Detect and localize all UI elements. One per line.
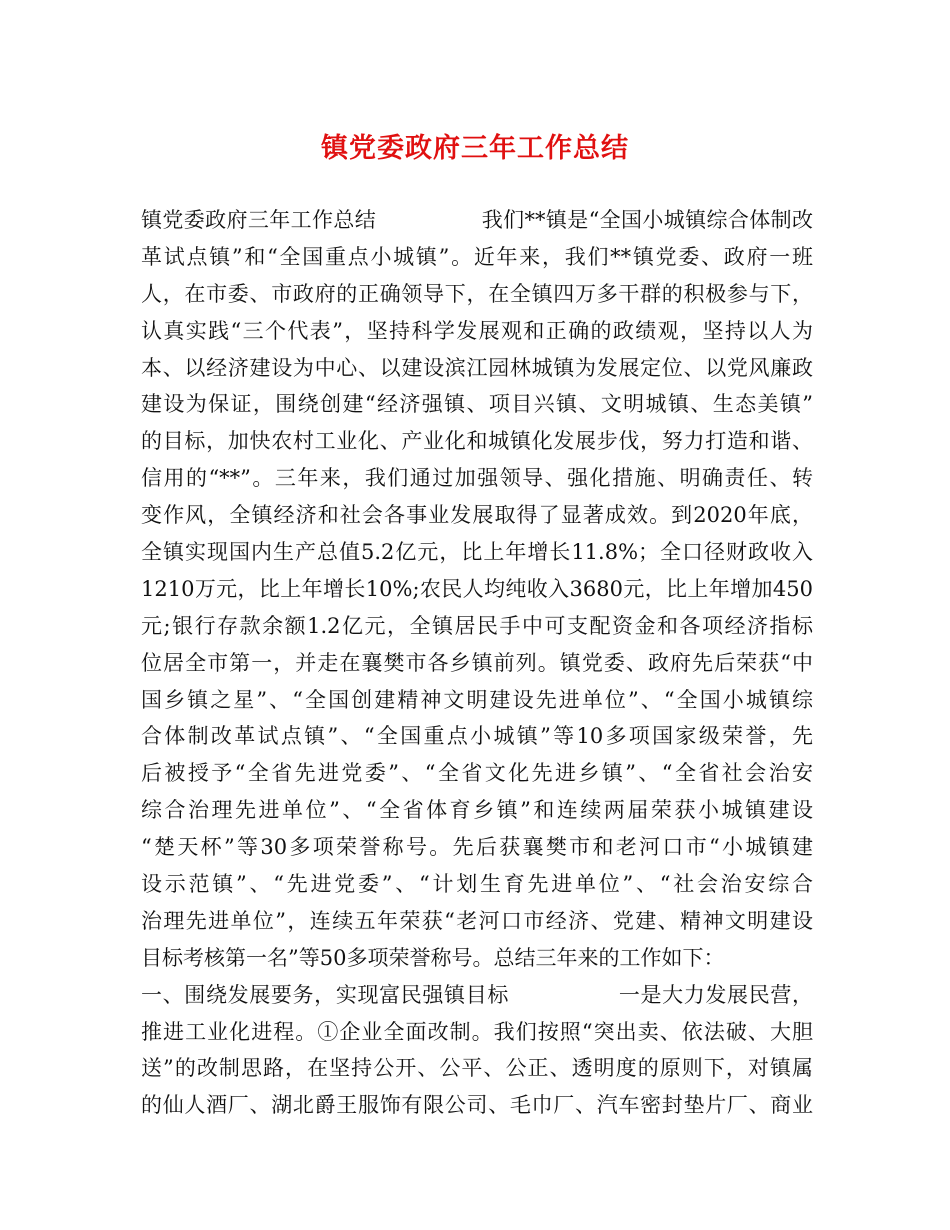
body-line: 全镇实现国内生产总值5.2亿元，比上年增长11.8%；全口径财政收入 [141, 540, 813, 565]
body-line: 人，在市委、市政府的正确领导下，在全镇四万多干群的积极参与下， [141, 281, 813, 306]
body-line: 国乡镇之星”、“全国创建精神文明建设先进单位”、“全国小城镇综 [141, 687, 813, 712]
body-line: “楚天杯”等30多项荣誉称号。先后获襄樊市和老河口市“小城镇建 [141, 835, 813, 860]
body-line: 认真实践“三个代表”，坚持科学发展观和正确的政绩观，坚持以人为 [141, 318, 813, 343]
body-line: 本、以经济建设为中心、以建设滨江园林城镇为发展定位、以党风廉政 [141, 355, 813, 380]
body-line: 治理先进单位”，连续五年荣获“老河口市经济、党建、精神文明建设 [141, 908, 813, 933]
body-line: 的仙人酒厂、湖北爵王服饰有限公司、毛巾厂、汽车密封垫片厂、商业 [141, 1093, 813, 1118]
body-line: 1210万元，比上年增长10%;农民人均纯收入3680元，比上年增加450 [141, 576, 813, 601]
body-line: 革试点镇”和“全国重点小城镇”。近年来，我们**镇党委、政府一班 [141, 244, 813, 269]
body-line: 的目标，加快农村工业化、产业化和城镇化发展步伐，努力打造和谐、 [141, 429, 813, 454]
body-line: 位居全市第一，并走在襄樊市各乡镇前列。镇党委、政府先后荣获“中 [141, 650, 813, 675]
body-line: 后被授予“全省先进党委”、“全省文化先进乡镇”、“全省社会治安 [141, 761, 813, 786]
body-line: 信用的“**”。三年来，我们通过加强领导、强化措施、明确责任、转 [141, 466, 813, 491]
body-line: 建设为保证，围绕创建“经济强镇、项目兴镇、文明城镇、生态美镇” [141, 392, 813, 417]
body-line: 合体制改革试点镇”、“全国重点小城镇”等10多项国家级荣誉，先 [141, 724, 813, 749]
body-line: 元;银行存款余额1.2亿元，全镇居民手中可支配资金和各项经济指标 [141, 613, 813, 638]
body-line: 送”的改制思路，在坚持公开、公平、公正、透明度的原则下，对镇属 [141, 1056, 813, 1081]
body-line: 综合治理先进单位”、“全省体育乡镇”和连续两届荣获小城镇建设 [141, 798, 813, 823]
body-line: 镇党委政府三年工作总结 我们**镇是“全国小城镇综合体制改 [141, 208, 813, 232]
body-line: 一、围绕发展要务，实现富民强镇目标 一是大力发展民营， [141, 982, 813, 1007]
body-line: 推进工业化进程。①企业全面改制。我们按照“突出卖、依法破、大胆 [141, 1019, 813, 1044]
body-line: 设示范镇”、“先进党委”、“计划生育先进单位”、“社会治安综合 [141, 872, 813, 897]
body-line: 变作风，全镇经济和社会各事业发展取得了显著成效。到2020年底， [141, 503, 813, 528]
document-body [141, 202, 813, 1124]
body-line: 目标考核第一名”等50多项荣誉称号。总结三年来的工作如下： [141, 945, 725, 970]
document-title: 镇党委政府三年工作总结 [321, 133, 629, 164]
